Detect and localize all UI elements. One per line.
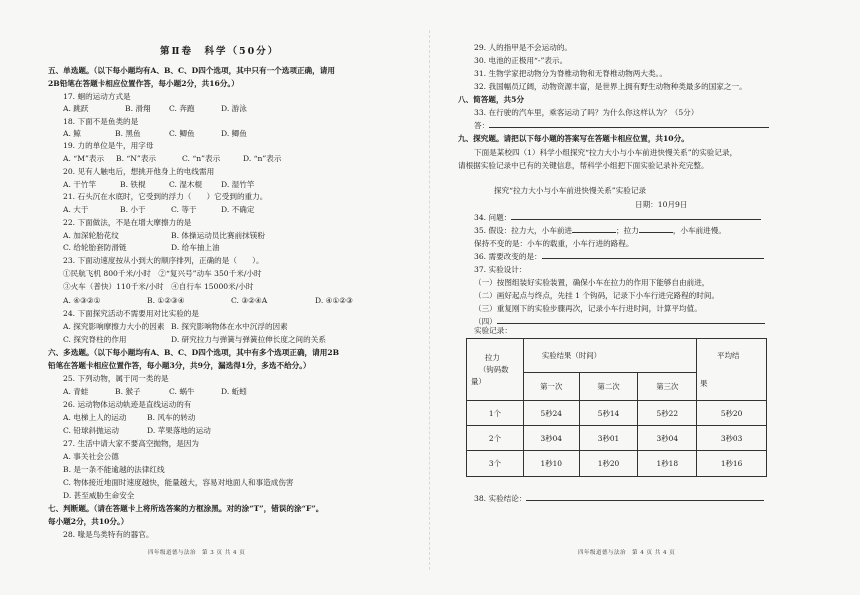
question-25: 25. 下列动物，属于同一类的是	[63, 374, 169, 383]
intro-line1: 下面是某校四（1）科学小组探究“拉力大小与小车前进快慢关系”的实验记录，	[474, 148, 738, 157]
section5-heading-line1: 五、单选题。（以下每小题均有A、B、C、D四个选项，其中只有一个选项正确，请用	[48, 66, 335, 75]
design-step-4: （四）	[474, 317, 765, 327]
question-26: 26. 运动物体运动轨迹是直线运动的有	[63, 400, 192, 409]
option-27-a: A. 事关社会公德	[63, 452, 119, 461]
option-27-c: C. 物体接近地面时速度越快，能量越大，容易对地面人和事造成伤害	[63, 478, 294, 487]
question-29: 29. 人的指甲是不会运动的。	[474, 43, 573, 52]
question-27: 27. 生活中请大家不要高空抛物，是因为	[63, 439, 199, 448]
question-23-item-b: ③火车（普快）110千米/小时 ④自行车 15000米/小时	[63, 282, 254, 291]
exam-spread: 第Ⅱ卷 科学（50分） 五、单选题。（以下每小题均有A、B、C、D四个选项，其中只有一个选项正确，请用 2B铅笔在答题卡相应位置作答，每小题2分，共16分。） 17. 蛔的运动方式是 A. 跳跃 B. 滑翔 C. 奔跑 D. 游泳 18. 下面不是鱼类的是 A. 鲸 B. 黑鱼 C. 鲫鱼 D. 鲫鱼 19. 力的单位是牛，用字母 A. “M”表示 B. “N”表示 C. “n”表示 D. “n”表示 20. 见有人触电后，想挑开他身上的电线需用 A. 干竹竿 B. 铁棍 C. 湿木棍 D. 湿竹竿 21. 石头沉在水底时，它受到的浮力（ ）它受到的重力。 A. 大于 B. 小于 C. 等于 D. 不确定 22. 下面做法，不是在增大摩擦力的是 A. 加深轮胎花纹 B. 体操运动员比赛前抹镁粉 C. 给轮胎套防滑链 D. 给车抽上油 23. 下面动速度按从小到大的顺序排列，正确的是（ ）。 ①民航飞机 800千米/小时 ②“复兴号”动车 350千米/小时 ③火车（普快）110千米/小时 ④自行车 15000米/小时 A. ④③②① B. ①②③④ C. ③②④A D. ④①②③ 24. 下面探究活动不需要用对比实验的是 A. 探究影响摩擦力大小的因素 B. 探究影响物体在水中沉浮的因素 C. 探究脊柱的作用 D. 研究拉力与弹簧与弹簧拉伸长度之间的关系 六、多选题。（以下每小题均有A、B、C、D四个选项，其中有多个选项正确，请用2B 铅笔在答题卡相应位置作答，每小题3分，共9分，漏选得1分，多选不给分。） 25. 下列动物，属于同一类的是 A. 青蛙 B. 猴子 C. 蜗牛 D. 蚯蚓 26. 运动物体运动轨迹是直线运动的有 A. 电梯上人的运动 B. 风车的转动 C. 铅球斜抛运动 D. 苹果落地的运动 27. 生活中请大家不要高空抛物，是因为 A. 事关社会公德 B. 是一条不能逾越的法律红线 C. 物体接近地面时速度越快，能量越大，容易对地面人和事造成伤害 D. 甚至威胁生命安全 七、判断题。（请在答题卡上将所选答案的方框涂黑。对的涂“T”，错误的涂“F”。 每小题2分，共10分。） 28. 喙是鸟类特有的器官。 四年级道德与法治 第 3 页 共 4 页 29. 人的指甲是不会运动的。 30. 电池的正极用“-”表示。 31. 生物学家把动物分为脊椎动物和无脊椎动物两大类。。 32. 我国幅员辽阔，动物资源丰富，是世界上拥有野生动物种类最多的国家之一。 八、简答题，共5分 33. 在行驶的汽车里，乘客运动了吗？为什么你这样认为？（5分） 答： 九、探究题。请把以下每小题的答案写在答题卡相应位置，共10分。 下面是某校四（1）科学小组探究“拉力大小与小车前进快慢关系”的实验记录， 请根据实验记录中已有的关键信息，帮科学小组把下面实验记录补充完整。 探究“拉力大小与小车前进快慢关系”实验记录 日期：10月9日 34. 问题： 35. 假设：拉力大，小车前进 ；拉力 ，小车前进慢。 保持不变的是：小车的载重，小车行进的路程。 36. 需要改变的是： 37. 实验设计： （一）按图组装好实验装置，确保小车在拉力的作用下能够自由前进， （二）画好起点与终点，先挂 1 个钩码，记录下小车行进完路程的时间。 （三）重复刚下的实验步骤再次，记录小车行进时间，计算平均值。 （四） 实验记录： 拉力 （钩码数 量） 实验结果（时间） 平均结 果 第一次 第二次 第三次 1个 5秒24 5秒14 5秒22 5秒20 2个 3秒04 3秒01 3秒04 3秒03 3个 1秒10 1秒20 1秒18 1秒16 38. 实验结论： 四年级道德与法治 第 4 页 共 4 页	[0, 0, 860, 595]
answer-35-blank1[interactable]	[572, 232, 616, 233]
record-label: 实验记录：	[474, 326, 512, 335]
question-34: 34. 问题：	[474, 213, 761, 223]
question-38: 38. 实验结论：	[474, 494, 764, 504]
question-35: 35. 假设：拉力大，小车前进 ；拉力 ，小车前进慢。	[474, 226, 726, 235]
header-trial-2: 第二次	[579, 373, 638, 401]
question-37: 37. 实验设计：	[474, 265, 527, 274]
question-23-item-a: ①民航飞机 800千米/小时 ②“复兴号”动车 350千米/小时	[63, 269, 262, 278]
question-19: 19. 力的单位是牛，用字母	[63, 141, 154, 150]
question-18: 18. 下面不是鱼类的是	[63, 117, 139, 126]
section6-heading-line1: 六、多选题。（以下每小题均有A、B、C、D四个选项，其中有多个选项正确，请用2B	[48, 348, 340, 357]
question-32: 32. 我国幅员辽阔，动物资源丰富，是世界上拥有野生动物种类最多的国家之一。	[474, 82, 747, 91]
footer-left: 四年级道德与法治 第 3 页 共 4 页	[148, 550, 246, 556]
section6-heading-line2: 铅笔在答题卡相应位置作答，每小题3分，共9分，漏选得1分，多选不给分。）	[48, 361, 311, 370]
record-date: 日期：10月9日	[635, 200, 688, 209]
intro-line2: 请根据实验记录中已有的关键信息，帮科学小组把下面实验记录补充完整。	[458, 161, 709, 170]
header-trial-1: 第一次	[523, 373, 579, 401]
answer-38-line[interactable]	[526, 500, 764, 501]
question-31: 31. 生物学家把动物分为脊椎动物和无脊椎动物两大类。。	[474, 69, 667, 78]
table-row: 3个 1秒10 1秒20 1秒18 1秒16	[467, 451, 767, 477]
answer-33-line[interactable]	[489, 127, 769, 128]
table-row: 1个 5秒24 5秒14 5秒22 5秒20	[467, 401, 767, 426]
design-step-2: （二）画好起点与终点，先挂 1 个钩码，记录下小车行进完路程的时间。	[474, 291, 720, 300]
question-30: 30. 电池的正极用“-”表示。	[474, 56, 568, 65]
question-33: 33. 在行驶的汽车里，乘客运动了吗？为什么你这样认为？（5分）	[474, 108, 699, 117]
design-step-1: （一）按图组装好实验装置，确保小车在拉力的作用下能够自由前进，	[474, 278, 710, 287]
header-average: 平均结 果	[697, 339, 767, 401]
design-step-3: （三）重复刚下的实验步骤再次，记录小车行进时间，计算平均值。	[474, 304, 702, 313]
results-table	[466, 338, 767, 477]
section5-heading-line2: 2B铅笔在答题卡相应位置作答，每小题2分，共16分。）	[48, 79, 239, 88]
option-27-d: D. 甚至威胁生命安全	[63, 491, 135, 500]
answer-34-line[interactable]	[511, 219, 761, 220]
question-24: 24. 下面探究活动不需要用对比实验的是	[63, 309, 199, 318]
header-results: 实验结果（时间）	[523, 339, 696, 373]
question-36: 36. 需要改变的是：	[474, 252, 764, 262]
paper-title: 第Ⅱ卷 科学（50分）	[160, 46, 280, 57]
section7-heading-line1: 七、判断题。（请在答题卡上将所选答案的方框涂黑。对的涂“T”，错误的涂“F”。	[48, 504, 324, 513]
option-27-b: B. 是一条不能逾越的法律红线	[63, 465, 165, 474]
question-17: 17. 蛔的运动方式是	[63, 92, 131, 101]
answer-35-blank2[interactable]	[639, 232, 673, 233]
header-force: 拉力 （钩码数 量）	[467, 339, 524, 401]
constant-variables: 保持不变的是：小车的载重，小车行进的路程。	[474, 239, 634, 248]
answer-33: 答：	[474, 121, 769, 131]
question-22: 22. 下面做法，不是在增大摩擦力的是	[63, 218, 192, 227]
page-fold	[429, 30, 430, 570]
table-row: 2个 3秒04 3秒01 3秒04 3秒03	[467, 426, 767, 451]
section8-heading: 八、简答题，共5分	[458, 95, 525, 104]
question-23: 23. 下面动速度按从小到大的顺序排列，正确的是（ ）。	[63, 256, 264, 265]
answer-37-line[interactable]	[497, 323, 765, 324]
question-20: 20. 见有人触电后，想挑开他身上的电线需用	[63, 167, 215, 176]
question-28: 28. 喙是鸟类特有的器官。	[63, 530, 154, 539]
question-21: 21. 石头沉在水底时，它受到的浮力（ ）它受到的重力。	[63, 192, 268, 201]
section9-heading: 九、探究题。请把以下每小题的答案写在答题卡相应位置，共10分。	[458, 134, 689, 143]
record-title: 探究“拉力大小与小车前进快慢关系”实验记录	[494, 186, 647, 195]
footer-right: 四年级道德与法治 第 4 页 共 4 页	[578, 550, 676, 556]
answer-36-line[interactable]	[542, 258, 764, 259]
section7-heading-line2: 每小题2分，共10分。）	[48, 517, 129, 526]
header-trial-3: 第三次	[638, 373, 697, 401]
